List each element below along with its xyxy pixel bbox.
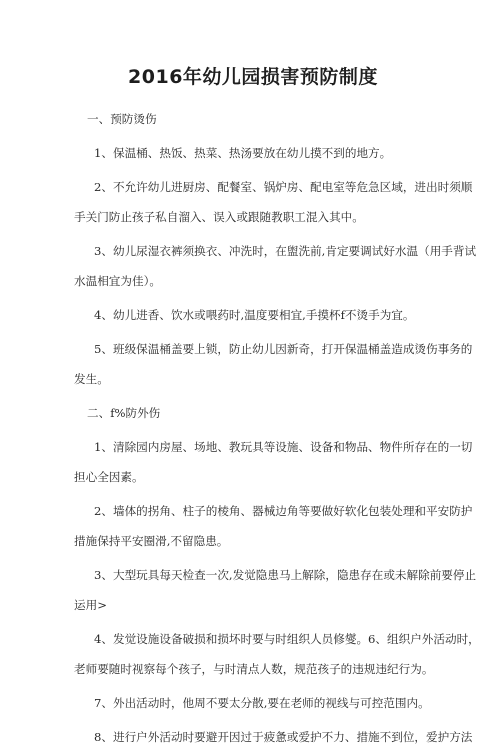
section-heading: 一、预防烫伤 [87,112,157,126]
paragraph-item [74,341,473,388]
paragraph-item [74,567,477,614]
section-injuries [74,405,480,746]
paragraph-line: 3、幼儿尿湿衣裤须换衣、冲洗时，在盥洗前,肯定要调试好水温（用手背试 [94,244,477,258]
section-items [74,145,477,388]
paragraph-line: 1、保温桶、热饭、热菜、热汤要放在幼儿摸不到的地方。 [94,146,392,160]
paragraph-line: 2、墙体的拐角、柱子的棱角、器械边角等要做好软化包装处理和平安防护 [94,504,473,518]
paragraph-line: 7、外出活动时，他周不要太分散,要在老师的视线与可控范围内。 [94,696,430,710]
paragraph-line: 8、进行户外活动时要避开因过于疲惫或爱护不力、措施不到位，爱护方法 [94,730,473,744]
section-burns [74,111,477,388]
paragraph-item [74,145,432,162]
paragraph-line: 发生。 [74,372,109,386]
paragraph-line: 3、大型玩具每天检查一次,发觉隐患马上解除，隐患存在或未解除前要停止 [94,568,477,582]
paragraph-line: 1、清除园内房屋、场地、教玩具等设施、设备和物品、物件所存在的一切 [94,440,473,454]
document-title: 2016年幼儿园损害预防制度 [128,66,378,88]
paragraph-line: 5、班级保温桶盖要上锁，防止幼儿因新奇，打开保温桶盖造成烫伤事务的 [94,342,473,356]
paragraph-item [74,631,480,678]
paragraph-line: 担心全因素。 [74,470,144,484]
paragraph-line: 手关门防止孩子私自溜入、误入或跟随教职工混入其中。 [74,210,364,224]
paragraph-line: 4、发觉设施设备破损和损坏时要与时组织人员修燮。6、组织户外活动时， [94,632,480,646]
paragraph-line: 4、幼儿进香、饮水或喂药时,温度要相宜,手摸杯f不烫手为宜。 [94,308,415,322]
paragraph-item [74,307,432,324]
section-items [74,439,480,746]
paragraph-item [74,695,432,712]
paragraph-item [74,439,473,486]
paragraph-line: 水温相宜为佳）。 [74,274,161,288]
paragraph-item [74,179,473,226]
paragraph-item [74,729,473,746]
paragraph-item [74,503,473,550]
paragraph-item [74,243,477,290]
section-heading: 二、f%防外伤 [87,406,161,420]
paragraph-line: 老师要随时视察每个孩子，与时清点人数，规范孩子的违规违纪行为。 [74,662,434,676]
paragraph-line: 2、不允许幼儿进厨房、配餐室、锅炉房、配电室等危急区域，进出时须顺 [94,180,473,194]
paragraph-line: 措施保持平安圈滑,不留隐患。 [74,534,229,548]
paragraph-line: 运用> [74,598,107,612]
